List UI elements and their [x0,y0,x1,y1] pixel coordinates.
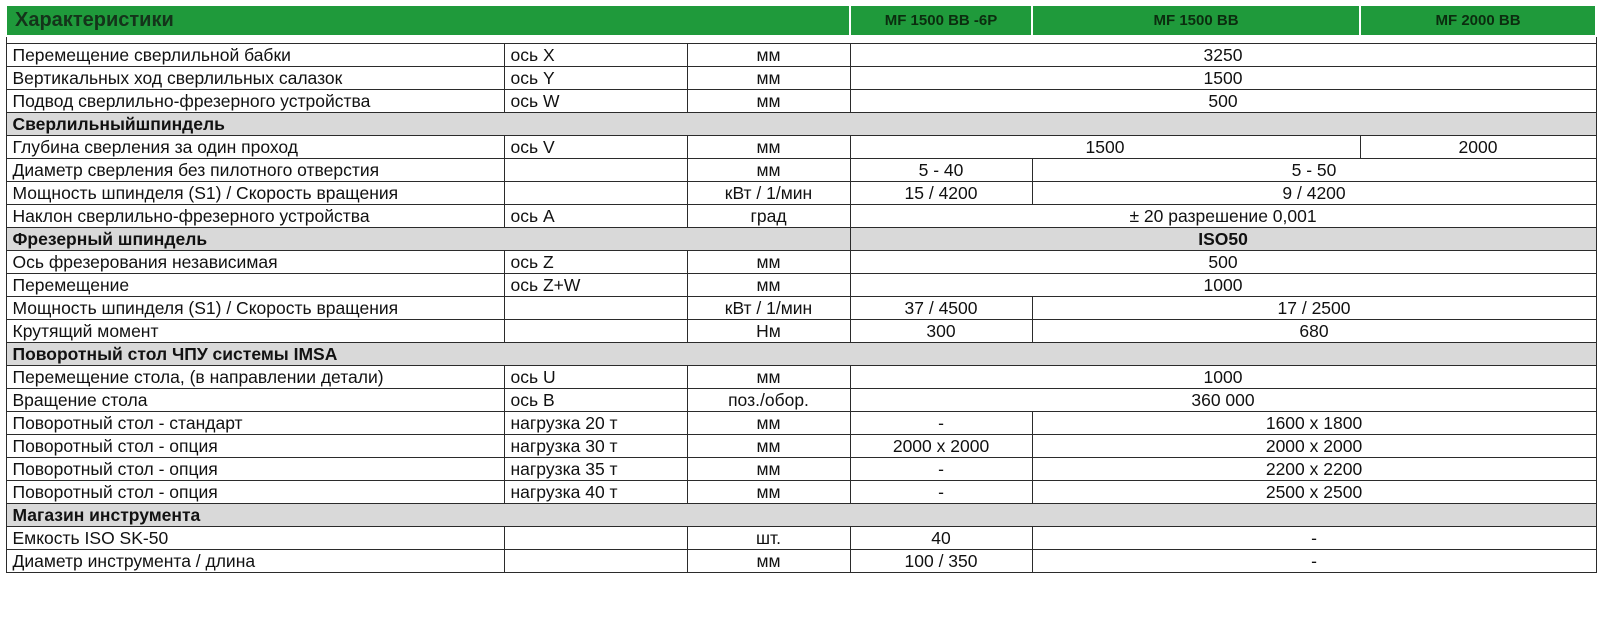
spec-unit: мм [687,458,850,481]
section-row [6,228,1596,251]
spec-label: Мощность шпинделя (S1) / Скорость вращения [6,182,504,205]
spec-value: 680 [1032,320,1596,343]
spec-value: 2500 x 2500 [1032,481,1596,504]
spec-value: 2000 x 2000 [850,435,1032,458]
spec-value: 3250 [850,44,1596,67]
section-value: ISO50 [850,228,1596,251]
spec-row [6,205,1596,228]
spec-axis: нагрузка 20 т [504,412,687,435]
spec-unit: Нм [687,320,850,343]
spec-axis: ось V [504,136,687,159]
spec-axis: ось Z [504,251,687,274]
spec-axis: нагрузка 40 т [504,481,687,504]
spec-axis [504,527,687,550]
spec-unit: мм [687,44,850,67]
spec-row [6,366,1596,389]
spec-unit: кВт / 1/мин [687,297,850,320]
spec-value: 2000 x 2000 [1032,435,1596,458]
spec-unit: мм [687,274,850,297]
spec-value: 17 / 2500 [1032,297,1596,320]
spec-value: 360 000 [850,389,1596,412]
model-header-mf2000bb: MF 2000 BB [1360,5,1596,36]
spec-row [6,136,1596,159]
spec-axis: нагрузка 35 т [504,458,687,481]
spec-axis: ось B [504,389,687,412]
spec-unit: мм [687,481,850,504]
section-title: Сверлильныйшпиндель [6,113,1596,136]
header-row [6,5,1596,36]
spec-unit: мм [687,90,850,113]
model-header-mf1500bb: MF 1500 BB [1032,5,1360,36]
spec-unit: мм [687,136,850,159]
section-title: Поворотный стол ЧПУ системы IMSA [6,343,1596,366]
spec-unit: мм [687,435,850,458]
spec-row [6,412,1596,435]
spacer-cell [6,36,1596,44]
spec-value: - [1032,527,1596,550]
spec-label: Глубина сверления за один проход [6,136,504,159]
spec-value: - [850,412,1032,435]
spec-axis: ось Y [504,67,687,90]
spec-axis [504,320,687,343]
model-header-mf1500bb6p: MF 1500 BB -6P [850,5,1032,36]
spec-value: 2200 x 2200 [1032,458,1596,481]
spec-axis: ось W [504,90,687,113]
spec-unit: шт. [687,527,850,550]
spec-label: Поворотный стол - опция [6,481,504,504]
spec-row [6,90,1596,113]
spec-table [5,4,1597,573]
spec-axis [504,159,687,182]
spec-row [6,458,1596,481]
spec-value: 1000 [850,274,1596,297]
spec-value: 5 - 50 [1032,159,1596,182]
spec-value: 1600 x 1800 [1032,412,1596,435]
spec-row [6,274,1596,297]
spec-value: 5 - 40 [850,159,1032,182]
spec-row [6,182,1596,205]
spec-value: 500 [850,251,1596,274]
spec-value: 300 [850,320,1032,343]
spec-label: Подвод сверлильно-фрезерного устройства [6,90,504,113]
spec-unit: кВт / 1/мин [687,182,850,205]
spec-label: Перемещение сверлильной бабки [6,44,504,67]
spec-value: 1500 [850,136,1360,159]
spec-axis [504,182,687,205]
spec-axis: ось Z+W [504,274,687,297]
spec-unit: мм [687,550,850,573]
spec-row [6,159,1596,182]
spec-label: Диаметр сверления без пилотного отверстия [6,159,504,182]
spec-axis: ось A [504,205,687,228]
spec-row [6,527,1596,550]
spec-value: 15 / 4200 [850,182,1032,205]
section-title: Фрезерный шпиндель [6,228,850,251]
spec-row [6,44,1596,67]
spec-axis [504,550,687,573]
spec-label: Вертикальных ход сверлильных салазок [6,67,504,90]
spec-label: Ось фрезерования независимая [6,251,504,274]
spec-row [6,481,1596,504]
spec-unit: град [687,205,850,228]
spec-row [6,67,1596,90]
spec-value: 9 / 4200 [1032,182,1596,205]
spec-row [6,550,1596,573]
spec-row [6,297,1596,320]
section-row [6,343,1596,366]
spec-row [6,320,1596,343]
spec-value: 1500 [850,67,1596,90]
spec-value: 40 [850,527,1032,550]
spec-axis: ось U [504,366,687,389]
spec-label: Поворотный стол - опция [6,458,504,481]
spec-value: - [1032,550,1596,573]
spec-unit: мм [687,251,850,274]
spec-axis: ось X [504,44,687,67]
spec-label: Наклон сверлильно-фрезерного устройства [6,205,504,228]
spec-label: Крутящий момент [6,320,504,343]
spec-value: ± 20 разрешение 0,001 [850,205,1596,228]
spec-value: 1000 [850,366,1596,389]
spec-label: Вращение стола [6,389,504,412]
spec-value: - [850,458,1032,481]
spec-unit: мм [687,412,850,435]
spec-row [6,251,1596,274]
section-row [6,113,1596,136]
spec-unit: мм [687,67,850,90]
table-title: Характеристики [6,5,850,36]
spec-label: Перемещение стола, (в направлении детали) [6,366,504,389]
spec-label: Мощность шпинделя (S1) / Скорость вращения [6,297,504,320]
spec-label: Поворотный стол - стандарт [6,412,504,435]
spec-value: 500 [850,90,1596,113]
spec-value: 2000 [1360,136,1596,159]
section-row [6,504,1596,527]
spec-label: Емкость ISO SK-50 [6,527,504,550]
spec-label: Перемещение [6,274,504,297]
spec-value: 37 / 4500 [850,297,1032,320]
spec-axis [504,297,687,320]
spec-axis: нагрузка 30 т [504,435,687,458]
header-spacer-row [6,36,1596,44]
spec-unit: мм [687,159,850,182]
spec-unit: поз./обор. [687,389,850,412]
spec-value: 100 / 350 [850,550,1032,573]
spec-label: Поворотный стол - опция [6,435,504,458]
section-title: Магазин инструмента [6,504,1596,527]
spec-row [6,435,1596,458]
spec-row [6,389,1596,412]
spec-value: - [850,481,1032,504]
spec-label: Диаметр инструмента / длина [6,550,504,573]
spec-unit: мм [687,366,850,389]
